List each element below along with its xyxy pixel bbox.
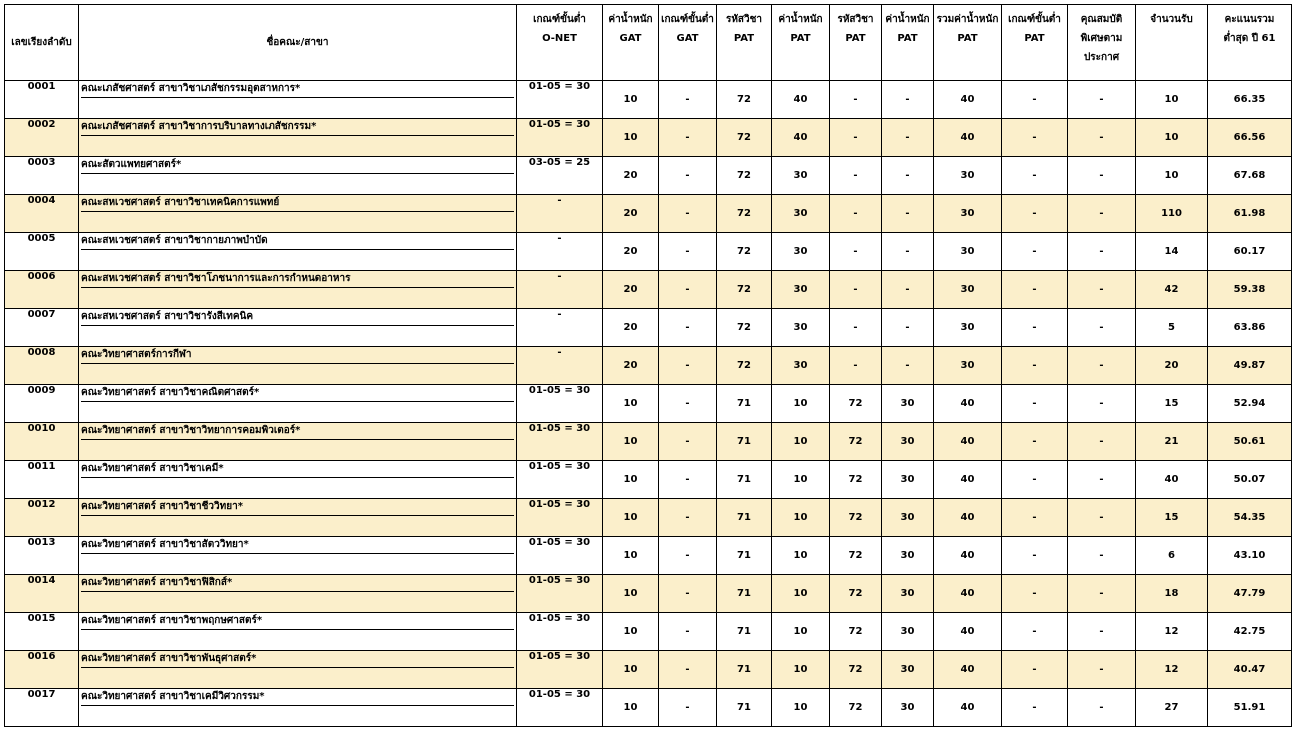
pat-weight-total-cell: 30: [934, 157, 1002, 195]
pat-weight-total-cell: 30: [934, 195, 1002, 233]
pat-code-2-cell: -: [830, 233, 882, 271]
pat-weight-2-cell: 30: [882, 499, 934, 537]
pat-code-1-cell: 71: [717, 499, 772, 537]
special-qualification-cell: -: [1068, 81, 1136, 119]
pat-weight-1-cell: 10: [772, 423, 830, 461]
gat-minimum-cell: -: [659, 309, 717, 347]
gat-minimum-cell: -: [659, 613, 717, 651]
special-qualification-cell: -: [1068, 689, 1136, 727]
special-qualification-cell: -: [1068, 119, 1136, 157]
pat-minimum-cell: -: [1002, 119, 1068, 157]
pat-weight-1-cell: 10: [772, 613, 830, 651]
pat-code-1-cell: 72: [717, 195, 772, 233]
pat-weight-2-cell: 30: [882, 537, 934, 575]
gat-minimum-cell: -: [659, 195, 717, 233]
pat-weight-2-cell: -: [882, 157, 934, 195]
pat-code-2-cell: -: [830, 347, 882, 385]
row-number-cell: 0014: [5, 575, 79, 613]
onet-minimum-cell: 01-05 = 30: [517, 81, 603, 119]
gat-minimum-cell: -: [659, 233, 717, 271]
pat-weight-total-cell: 40: [934, 613, 1002, 651]
faculty-program-label: คณะวิทยาศาสตร์ สาขาวิชาพันธุศาสตร์*: [81, 651, 514, 668]
gat-weight-cell: 10: [603, 119, 659, 157]
gat-weight-cell: 20: [603, 309, 659, 347]
pat-weight-1-cell: 30: [772, 195, 830, 233]
pat-code-1-cell: 72: [717, 233, 772, 271]
table-row: [5, 385, 1292, 423]
gat-minimum-cell: -: [659, 423, 717, 461]
row-number-cell: 0007: [5, 309, 79, 347]
min-total-score-cell: 61.98: [1208, 195, 1292, 233]
faculty-program-cell: [79, 119, 517, 157]
pat-minimum-cell: -: [1002, 347, 1068, 385]
gat-minimum-cell: -: [659, 499, 717, 537]
pat-code-2-cell: 72: [830, 613, 882, 651]
onet-minimum-cell: 03-05 = 25: [517, 157, 603, 195]
gat-minimum-cell: -: [659, 537, 717, 575]
pat-weight-2-cell: -: [882, 347, 934, 385]
pat-minimum-cell: -: [1002, 385, 1068, 423]
min-total-score-cell: 50.61: [1208, 423, 1292, 461]
gat-minimum-cell: -: [659, 575, 717, 613]
faculty-program-cell: [79, 423, 517, 461]
special-qualification-cell: -: [1068, 613, 1136, 651]
gat-minimum-cell: -: [659, 157, 717, 195]
onet-minimum-cell: 01-05 = 30: [517, 613, 603, 651]
row-number-cell: 0016: [5, 651, 79, 689]
onet-minimum-cell: 01-05 = 30: [517, 385, 603, 423]
pat-weight-total-cell: 40: [934, 81, 1002, 119]
admission-quota-cell: 10: [1136, 157, 1208, 195]
pat-code-2-cell: -: [830, 271, 882, 309]
min-total-score-cell: 66.35: [1208, 81, 1292, 119]
special-qualification-cell: -: [1068, 309, 1136, 347]
pat-code-2-cell: 72: [830, 651, 882, 689]
faculty-program-label: คณะสหเวชศาสตร์ สาขาวิชาโภชนาการและการกำหนดอาหาร: [81, 271, 514, 288]
gat-weight-cell: 10: [603, 423, 659, 461]
table-row: [5, 423, 1292, 461]
min-total-score-cell: 60.17: [1208, 233, 1292, 271]
header-cell: ค่าน้ำหนัก PAT: [772, 5, 830, 81]
gat-minimum-cell: -: [659, 271, 717, 309]
faculty-program-cell: [79, 81, 517, 119]
pat-minimum-cell: -: [1002, 461, 1068, 499]
admission-quota-cell: 15: [1136, 385, 1208, 423]
pat-weight-total-cell: 30: [934, 347, 1002, 385]
pat-weight-1-cell: 10: [772, 499, 830, 537]
pat-minimum-cell: -: [1002, 271, 1068, 309]
pat-weight-2-cell: 30: [882, 385, 934, 423]
faculty-program-label: คณะวิทยาศาสตร์ สาขาวิชาวิทยาการคอมพิวเตอร์*: [81, 423, 514, 440]
pat-code-2-cell: 72: [830, 575, 882, 613]
pat-code-1-cell: 71: [717, 651, 772, 689]
admission-criteria-table: [4, 4, 1292, 727]
pat-code-1-cell: 72: [717, 157, 772, 195]
min-total-score-cell: 67.68: [1208, 157, 1292, 195]
gat-weight-cell: 20: [603, 271, 659, 309]
row-number-cell: 0005: [5, 233, 79, 271]
pat-weight-2-cell: 30: [882, 575, 934, 613]
faculty-program-label: คณะวิทยาศาสตร์ สาขาวิชาสัตววิทยา*: [81, 537, 514, 554]
pat-code-1-cell: 71: [717, 689, 772, 727]
onet-minimum-cell: 01-05 = 30: [517, 461, 603, 499]
faculty-program-label: คณะเภสัชศาสตร์ สาขาวิชาการบริบาลทางเภสัชกรรม*: [81, 119, 514, 136]
faculty-program-label: คณะวิทยาศาสตร์การกีฬา: [81, 347, 514, 364]
faculty-program-label: คณะวิทยาศาสตร์ สาขาวิชาชีววิทยา*: [81, 499, 514, 516]
pat-code-1-cell: 71: [717, 423, 772, 461]
pat-weight-total-cell: 40: [934, 499, 1002, 537]
row-number-cell: 0002: [5, 119, 79, 157]
pat-code-1-cell: 72: [717, 271, 772, 309]
header-cell: ค่าน้ำหนัก PAT: [882, 5, 934, 81]
table-row: [5, 689, 1292, 727]
special-qualification-cell: -: [1068, 271, 1136, 309]
pat-code-1-cell: 72: [717, 81, 772, 119]
min-total-score-cell: 54.35: [1208, 499, 1292, 537]
faculty-program-cell: [79, 195, 517, 233]
gat-weight-cell: 20: [603, 233, 659, 271]
pat-weight-1-cell: 40: [772, 81, 830, 119]
gat-minimum-cell: -: [659, 347, 717, 385]
pat-minimum-cell: -: [1002, 575, 1068, 613]
pat-weight-total-cell: 30: [934, 309, 1002, 347]
pat-code-2-cell: 72: [830, 689, 882, 727]
gat-weight-cell: 10: [603, 575, 659, 613]
header-cell: คุณสมบัติ พิเศษตาม ประกาศ: [1068, 5, 1136, 81]
min-total-score-cell: 43.10: [1208, 537, 1292, 575]
pat-weight-2-cell: -: [882, 309, 934, 347]
onet-minimum-cell: 01-05 = 30: [517, 537, 603, 575]
pat-weight-1-cell: 10: [772, 651, 830, 689]
header-cell: เกณฑ์ขั้นต่ำ PAT: [1002, 5, 1068, 81]
pat-code-2-cell: 72: [830, 461, 882, 499]
header-cell: คะแนนรวม ต่ำสุด ปี 61: [1208, 5, 1292, 81]
pat-weight-total-cell: 30: [934, 233, 1002, 271]
gat-weight-cell: 20: [603, 157, 659, 195]
pat-weight-2-cell: 30: [882, 689, 934, 727]
pat-weight-total-cell: 40: [934, 537, 1002, 575]
min-total-score-cell: 52.94: [1208, 385, 1292, 423]
pat-weight-total-cell: 40: [934, 119, 1002, 157]
gat-weight-cell: 10: [603, 689, 659, 727]
pat-code-1-cell: 71: [717, 575, 772, 613]
pat-weight-2-cell: -: [882, 271, 934, 309]
row-number-cell: 0011: [5, 461, 79, 499]
pat-weight-1-cell: 30: [772, 157, 830, 195]
pat-code-2-cell: 72: [830, 499, 882, 537]
pat-code-1-cell: 71: [717, 613, 772, 651]
faculty-program-label: คณะวิทยาศาสตร์ สาขาวิชาเคมีวิศวกรรม*: [81, 689, 514, 706]
gat-weight-cell: 10: [603, 613, 659, 651]
admission-quota-cell: 40: [1136, 461, 1208, 499]
pat-weight-total-cell: 30: [934, 271, 1002, 309]
admission-quota-cell: 110: [1136, 195, 1208, 233]
special-qualification-cell: -: [1068, 575, 1136, 613]
pat-minimum-cell: -: [1002, 689, 1068, 727]
faculty-program-label: คณะสหเวชศาสตร์ สาขาวิชากายภาพบำบัด: [81, 233, 514, 250]
pat-minimum-cell: -: [1002, 537, 1068, 575]
faculty-program-cell: [79, 651, 517, 689]
min-total-score-cell: 50.07: [1208, 461, 1292, 499]
pat-code-2-cell: 72: [830, 537, 882, 575]
gat-minimum-cell: -: [659, 651, 717, 689]
table-row: [5, 347, 1292, 385]
admission-quota-cell: 5: [1136, 309, 1208, 347]
special-qualification-cell: -: [1068, 461, 1136, 499]
table-row: [5, 233, 1292, 271]
admission-quota-cell: 10: [1136, 81, 1208, 119]
onet-minimum-cell: -: [517, 233, 603, 271]
pat-weight-1-cell: 10: [772, 537, 830, 575]
pat-weight-2-cell: -: [882, 119, 934, 157]
pat-code-1-cell: 72: [717, 347, 772, 385]
faculty-program-label: คณะสหเวชศาสตร์ สาขาวิชารังสีเทคนิค: [81, 309, 514, 326]
header-cell: รหัสวิชา PAT: [830, 5, 882, 81]
pat-weight-1-cell: 30: [772, 347, 830, 385]
min-total-score-cell: 42.75: [1208, 613, 1292, 651]
admission-quota-cell: 6: [1136, 537, 1208, 575]
special-qualification-cell: -: [1068, 157, 1136, 195]
admission-quota-cell: 27: [1136, 689, 1208, 727]
pat-weight-total-cell: 40: [934, 651, 1002, 689]
pat-weight-1-cell: 10: [772, 385, 830, 423]
pat-weight-total-cell: 40: [934, 461, 1002, 499]
special-qualification-cell: -: [1068, 195, 1136, 233]
pat-weight-total-cell: 40: [934, 385, 1002, 423]
pat-minimum-cell: -: [1002, 195, 1068, 233]
onet-minimum-cell: 01-05 = 30: [517, 423, 603, 461]
gat-minimum-cell: -: [659, 385, 717, 423]
faculty-program-label: คณะวิทยาศาสตร์ สาขาวิชาคณิตศาสตร์*: [81, 385, 514, 402]
faculty-program-cell: [79, 575, 517, 613]
faculty-program-cell: [79, 689, 517, 727]
row-number-cell: 0009: [5, 385, 79, 423]
pat-code-2-cell: -: [830, 119, 882, 157]
table-row: [5, 575, 1292, 613]
min-total-score-cell: 47.79: [1208, 575, 1292, 613]
faculty-program-label: คณะเภสัชศาสตร์ สาขาวิชาเภสัชกรรมอุตสาหการ*: [81, 81, 514, 98]
pat-weight-1-cell: 10: [772, 461, 830, 499]
admission-quota-cell: 20: [1136, 347, 1208, 385]
pat-weight-1-cell: 30: [772, 233, 830, 271]
table-row: [5, 119, 1292, 157]
pat-code-1-cell: 71: [717, 461, 772, 499]
pat-weight-1-cell: 40: [772, 119, 830, 157]
special-qualification-cell: -: [1068, 233, 1136, 271]
pat-code-2-cell: 72: [830, 385, 882, 423]
onet-minimum-cell: 01-05 = 30: [517, 651, 603, 689]
header-cell: ชื่อคณะ/สาขา: [79, 5, 517, 81]
pat-minimum-cell: -: [1002, 157, 1068, 195]
faculty-program-label: คณะวิทยาศาสตร์ สาขาวิชาฟิสิกส์*: [81, 575, 514, 592]
gat-minimum-cell: -: [659, 461, 717, 499]
special-qualification-cell: -: [1068, 537, 1136, 575]
min-total-score-cell: 40.47: [1208, 651, 1292, 689]
table-row: [5, 537, 1292, 575]
gat-weight-cell: 10: [603, 651, 659, 689]
row-number-cell: 0010: [5, 423, 79, 461]
onet-minimum-cell: -: [517, 271, 603, 309]
pat-weight-total-cell: 40: [934, 423, 1002, 461]
pat-minimum-cell: -: [1002, 613, 1068, 651]
row-number-cell: 0003: [5, 157, 79, 195]
row-number-cell: 0001: [5, 81, 79, 119]
faculty-program-cell: [79, 157, 517, 195]
min-total-score-cell: 51.91: [1208, 689, 1292, 727]
pat-weight-1-cell: 10: [772, 689, 830, 727]
faculty-program-cell: [79, 385, 517, 423]
pat-code-1-cell: 72: [717, 309, 772, 347]
admission-quota-cell: 21: [1136, 423, 1208, 461]
gat-weight-cell: 10: [603, 81, 659, 119]
table-row: [5, 157, 1292, 195]
special-qualification-cell: -: [1068, 385, 1136, 423]
pat-weight-2-cell: -: [882, 195, 934, 233]
row-number-cell: 0017: [5, 689, 79, 727]
admission-quota-cell: 10: [1136, 119, 1208, 157]
row-number-cell: 0008: [5, 347, 79, 385]
row-number-cell: 0012: [5, 499, 79, 537]
pat-weight-total-cell: 40: [934, 575, 1002, 613]
special-qualification-cell: -: [1068, 347, 1136, 385]
pat-minimum-cell: -: [1002, 499, 1068, 537]
pat-weight-2-cell: 30: [882, 651, 934, 689]
table-row: [5, 271, 1292, 309]
special-qualification-cell: -: [1068, 651, 1136, 689]
admission-quota-cell: 12: [1136, 651, 1208, 689]
pat-code-1-cell: 71: [717, 537, 772, 575]
header-cell: ค่าน้ำหนัก GAT: [603, 5, 659, 81]
header-cell: จำนวนรับ: [1136, 5, 1208, 81]
onet-minimum-cell: 01-05 = 30: [517, 499, 603, 537]
special-qualification-cell: -: [1068, 423, 1136, 461]
pat-minimum-cell: -: [1002, 651, 1068, 689]
faculty-program-cell: [79, 271, 517, 309]
onet-minimum-cell: -: [517, 309, 603, 347]
admission-quota-cell: 15: [1136, 499, 1208, 537]
faculty-program-cell: [79, 461, 517, 499]
table-row: [5, 499, 1292, 537]
faculty-program-cell: [79, 309, 517, 347]
row-number-cell: 0004: [5, 195, 79, 233]
pat-weight-1-cell: 30: [772, 271, 830, 309]
faculty-program-cell: [79, 233, 517, 271]
faculty-program-label: คณะวิทยาศาสตร์ สาขาวิชาเคมี*: [81, 461, 514, 478]
table-row: [5, 613, 1292, 651]
min-total-score-cell: 59.38: [1208, 271, 1292, 309]
pat-weight-total-cell: 40: [934, 689, 1002, 727]
pat-weight-2-cell: -: [882, 233, 934, 271]
onet-minimum-cell: -: [517, 195, 603, 233]
pat-weight-1-cell: 30: [772, 309, 830, 347]
table-body: [5, 81, 1292, 727]
pat-weight-2-cell: 30: [882, 613, 934, 651]
min-total-score-cell: 63.86: [1208, 309, 1292, 347]
pat-weight-2-cell: -: [882, 81, 934, 119]
faculty-program-cell: [79, 613, 517, 651]
header-cell: เลขเรียงลำดับ: [5, 5, 79, 81]
pat-minimum-cell: -: [1002, 423, 1068, 461]
onet-minimum-cell: 01-05 = 30: [517, 119, 603, 157]
pat-code-2-cell: -: [830, 157, 882, 195]
faculty-program-cell: [79, 537, 517, 575]
pat-weight-2-cell: 30: [882, 461, 934, 499]
pat-minimum-cell: -: [1002, 309, 1068, 347]
gat-minimum-cell: -: [659, 119, 717, 157]
pat-code-2-cell: -: [830, 309, 882, 347]
table-row: [5, 309, 1292, 347]
header-cell: รหัสวิชา PAT: [717, 5, 772, 81]
min-total-score-cell: 66.56: [1208, 119, 1292, 157]
row-number-cell: 0006: [5, 271, 79, 309]
gat-weight-cell: 20: [603, 195, 659, 233]
table-row: [5, 461, 1292, 499]
faculty-program-label: คณะวิทยาศาสตร์ สาขาวิชาพฤกษศาสตร์*: [81, 613, 514, 630]
faculty-program-cell: [79, 499, 517, 537]
gat-weight-cell: 10: [603, 461, 659, 499]
pat-code-1-cell: 72: [717, 119, 772, 157]
admission-quota-cell: 14: [1136, 233, 1208, 271]
onet-minimum-cell: 01-05 = 30: [517, 689, 603, 727]
pat-code-1-cell: 71: [717, 385, 772, 423]
min-total-score-cell: 49.87: [1208, 347, 1292, 385]
header-row: [5, 5, 1292, 81]
gat-minimum-cell: -: [659, 81, 717, 119]
admission-quota-cell: 18: [1136, 575, 1208, 613]
pat-weight-2-cell: 30: [882, 423, 934, 461]
onet-minimum-cell: 01-05 = 30: [517, 575, 603, 613]
faculty-program-cell: [79, 347, 517, 385]
pat-code-2-cell: 72: [830, 423, 882, 461]
pat-weight-1-cell: 10: [772, 575, 830, 613]
pat-minimum-cell: -: [1002, 233, 1068, 271]
table-row: [5, 81, 1292, 119]
header-cell: เกณฑ์ขั้นต่ำ GAT: [659, 5, 717, 81]
gat-weight-cell: 20: [603, 347, 659, 385]
row-number-cell: 0013: [5, 537, 79, 575]
table-row: [5, 195, 1292, 233]
faculty-program-label: คณะสัตวแพทยศาสตร์*: [81, 157, 514, 174]
header-cell: เกณฑ์ขั้นต่ำ O-NET: [517, 5, 603, 81]
gat-weight-cell: 10: [603, 499, 659, 537]
onet-minimum-cell: -: [517, 347, 603, 385]
gat-weight-cell: 10: [603, 537, 659, 575]
pat-minimum-cell: -: [1002, 81, 1068, 119]
pat-code-2-cell: -: [830, 195, 882, 233]
table-row: [5, 651, 1292, 689]
faculty-program-label: คณะสหเวชศาสตร์ สาขาวิชาเทคนิคการแพทย์: [81, 195, 514, 212]
gat-minimum-cell: -: [659, 689, 717, 727]
special-qualification-cell: -: [1068, 499, 1136, 537]
row-number-cell: 0015: [5, 613, 79, 651]
gat-weight-cell: 10: [603, 385, 659, 423]
header-cell: รวมค่าน้ำหนัก PAT: [934, 5, 1002, 81]
admission-quota-cell: 12: [1136, 613, 1208, 651]
pat-code-2-cell: -: [830, 81, 882, 119]
admission-quota-cell: 42: [1136, 271, 1208, 309]
